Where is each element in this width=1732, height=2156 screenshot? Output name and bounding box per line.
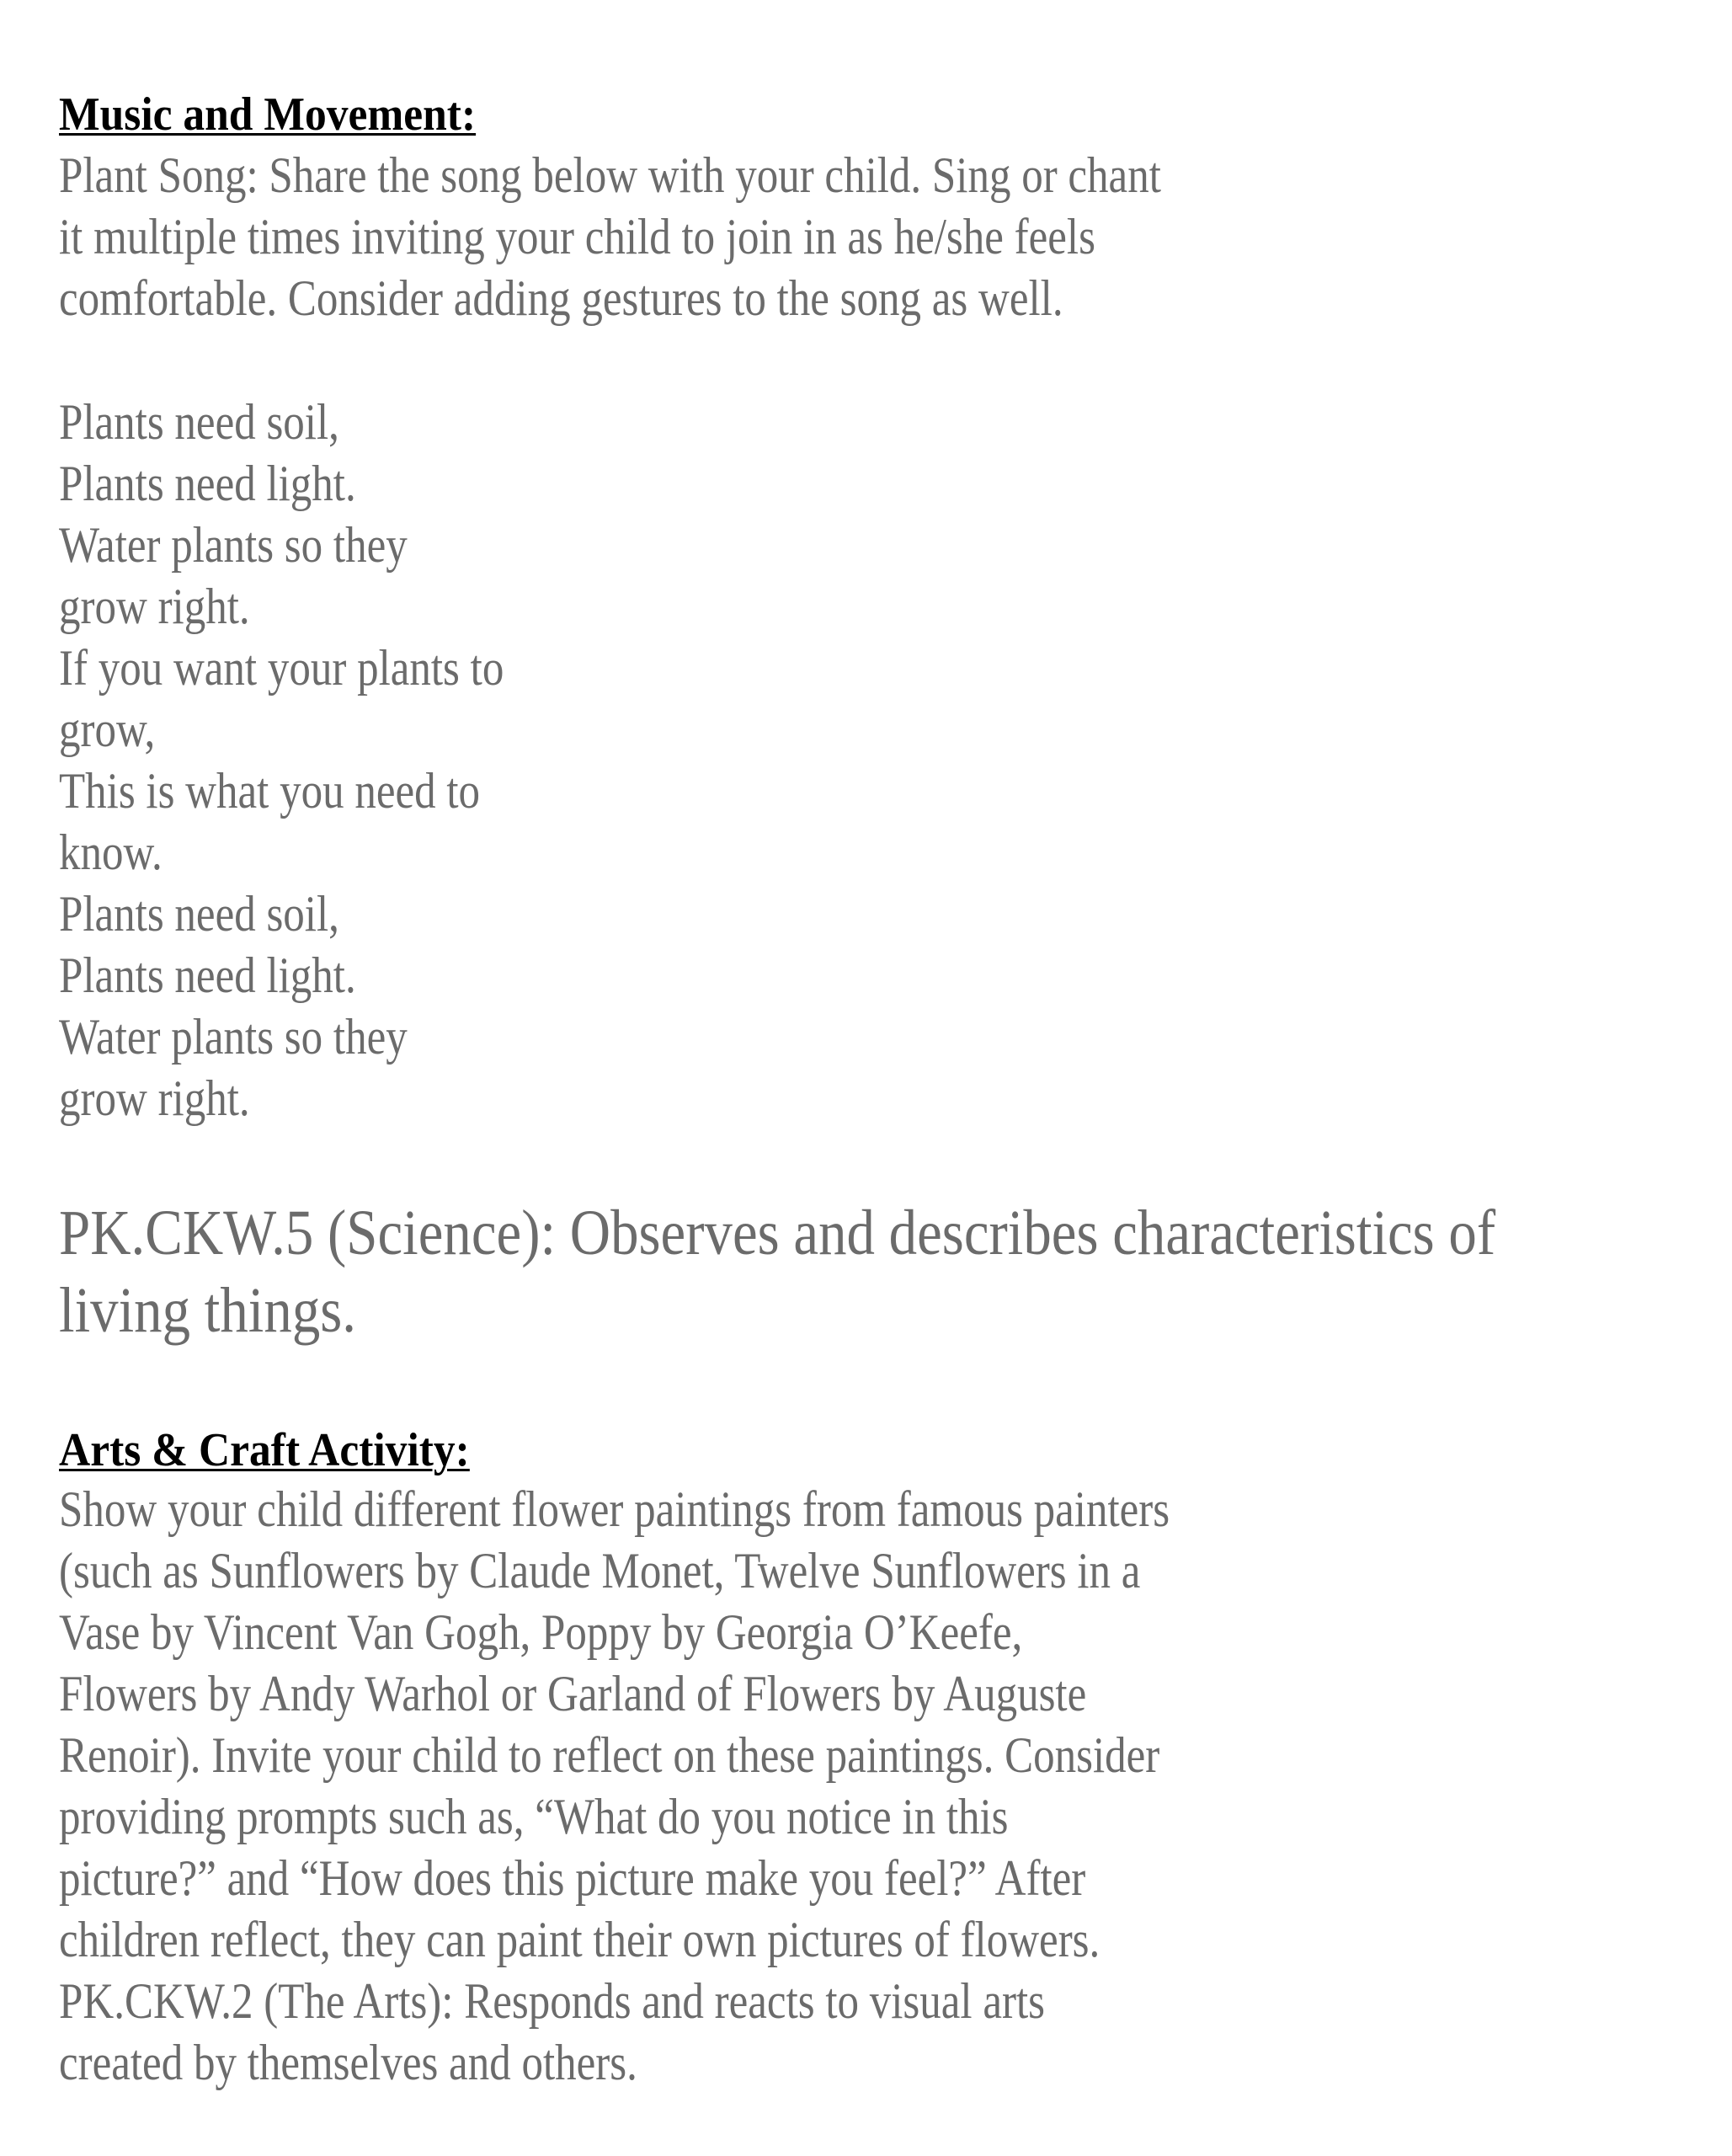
intro-line: comfortable. Consider adding gestures to the song as well. — [59, 270, 1063, 326]
song-line: Water plants so they — [59, 1009, 408, 1065]
song-line: Plants need soil, — [59, 886, 339, 942]
song-line: grow right. — [59, 579, 250, 634]
arts-line: Renoir). Invite your child to reflect on these paintings. Consider — [59, 1727, 1160, 1783]
arts-line: children reflect, they can paint their own pictures of flowers. — [59, 1912, 1100, 1967]
arts-line: providing prompts such as, “What do you notice in this — [59, 1789, 1009, 1844]
song-line: This is what you need to — [59, 763, 481, 819]
song-line: Plants need soil, — [59, 394, 339, 450]
arts-line: Flowers by Andy Warhol or Garland of Flowers by Auguste — [59, 1666, 1087, 1721]
song-line: grow right. — [59, 1070, 250, 1126]
song-line: Water plants so they — [59, 517, 408, 573]
song-line: Plants need light. — [59, 947, 356, 1003]
arts-line: created by themselves and others. — [59, 2035, 637, 2090]
arts-line: PK.CKW.2 (The Arts): Responds and reacts to visual arts — [59, 1973, 1045, 2029]
arts-line: (such as Sunflowers by Claude Monet, Twelve Sunflowers in a — [59, 1543, 1141, 1598]
arts-and-craft-heading: Arts & Craft Activity: — [59, 1424, 470, 1476]
intro-line: Plant Song: Share the song below with your child. Sing or chant — [59, 147, 1161, 203]
song-line: know. — [59, 825, 163, 880]
song-line: Plants need light. — [59, 456, 356, 511]
music-and-movement-heading: Music and Movement: — [59, 88, 477, 141]
standard-line: PK.CKW.5 (Science): Observes and describes characteristics of — [59, 1198, 1496, 1268]
standard-line: living things. — [59, 1275, 357, 1346]
arts-line: Vase by Vincent Van Gogh, Poppy by Georgia O’Keefe, — [59, 1604, 1023, 1660]
intro-line: it multiple times inviting your child to join in as he/she feels — [59, 209, 1095, 264]
song-line: If you want your plants to — [59, 640, 504, 696]
song-line: grow, — [59, 702, 156, 757]
arts-line: picture?” and “How does this picture make you feel?” After — [59, 1850, 1086, 1906]
arts-line: Show your child different flower paintings from famous painters — [59, 1481, 1170, 1537]
